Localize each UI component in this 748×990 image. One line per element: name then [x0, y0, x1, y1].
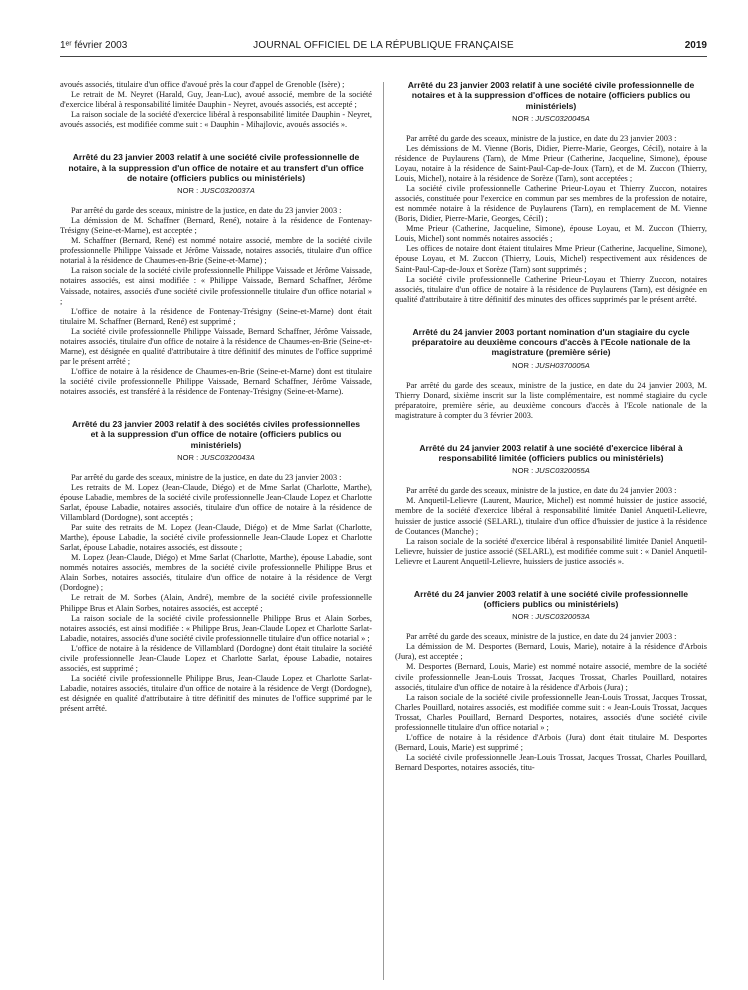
article-paragraph: M. Lopez (Jean-Claude, Diégo) et Mme Sarlat (Charlotte, Marthe), épouse Labadie, sont nommés notaires associés, membres de la société civile professionnelle Philippe Brus et Alain Sorbes, notaires associés, titulaire d'un office de notaire à la résidence de Vergt (Dordogne) ; [60, 553, 372, 593]
text-columns [60, 80, 707, 980]
nor-reference [395, 114, 707, 124]
article-title: Arrêté du 24 janvier 2003 relatif à une société d'exercice libéral à responsabilité limitée (officiers publics ou ministériels) [419, 442, 683, 464]
nor-reference [395, 466, 707, 476]
article-title: Arrêté du 23 janvier 2003 relatif à une société civile professionnelle de notaires et à la suppression d'offices de notaire (officiers publics ou ministériels) [407, 80, 695, 111]
article-paragraph: Les retraits de M. Lopez (Jean-Claude, Diégo) et de Mme Sarlat (Charlotte, Marthe), épouse Labadie, membres de la société civile professionnelle Jean-Claude Lopez et Charlotte Sarlat, épouse Labadie, notaires associés, titulaire d'un office de notaire à la résidence de Villamblard (Dordogne), sont acceptés ; [60, 482, 372, 523]
article-title: Arrêté du 24 janvier 2003 portant nomination d'un stagiaire du cycle préparatoire au deuxième concours d'accès à l'Ecole nationale de la magistrature (première série) [411, 326, 691, 358]
nor-label: NOR : [512, 113, 534, 123]
column-divider [383, 82, 384, 980]
header-date: 1ᵉʳ février 2003 [60, 40, 128, 51]
nor-reference [60, 453, 372, 463]
article-paragraph: La raison sociale de la société civile professionnelle Philippe Brus et Alain Sorbes, notaires associés, est ainsi modifiée : « Philippe Brus, Jean-Claude Lopez et Charlotte Sarlat-Labadie, notaires, associés d'une société civile professionnelle titulaire d'un office notarial » ; [60, 613, 372, 643]
article-paragraph: La raison sociale de la société civile professionnelle Philippe Vaissade et Jérôme Vaissade, notaires associés, est ainsi modifiée : « Philippe Vaissade, Bernard Schaffner, Jérôme Vaissade, notaires, associés d'une société civile professionnelle titulaire d'un office notarial » ; [60, 266, 372, 306]
article-lopez-sarlat [60, 419, 372, 714]
nor-label: NOR : [512, 612, 534, 622]
article-paragraph: Les démissions de M. Vienne (Boris, Didier, Pierre-Marie, Georges, Cécil), notaire à la résidence de Puylaurens (Tarn), de Mme Prieur (Catherine, Jacqueline, Simone), épouse Loyau, notaire à la résidence de Saint-Paul-Cap-de-Joux (Tarn), et de M. Zuccon (Thierry, Louis, Michel), notaire à la résidence de Sorèze (Tarn), sont acceptées ; [395, 143, 707, 184]
article-paragraph: L'office de notaire à la résidence de Fontenay-Trésigny (Seine-et-Marne) dont était titulaire M. Schaffner (Bernard, René) est supprimé ; [60, 306, 372, 326]
page-header [60, 40, 707, 57]
article-paragraph: M. Schaffner (Bernard, René) est nommé notaire associé, membre de la société civile professionnelle Philippe Vaissade et Jérôme Vaissade, notaires associés, titulaire d'un office notarial à la résidence de Chaumes-en-Brie (Seine-et-Marne) ; [60, 236, 372, 266]
article-paragraph: La démission de M. Schaffner (Bernard, René), notaire à la résidence de Fontenay-Trésigny (Seine-et-Marne), est acceptée ; [60, 216, 372, 236]
article-paragraph: La société civile professionnelle Jean-Louis Trossat, Jacques Trossat, Charles Pouillard, Bernard Desportes, notaires associés, titu- [395, 752, 707, 772]
header-page-number: 2019 [684, 40, 707, 51]
nor-code: JUSC0320055A [535, 466, 590, 476]
intro-paragraph: La raison sociale de la société d'exercice libéral à responsabilité limitée Dauphin - Neyret, avoués associés, est modifiée comme suit : « Dauphin - Mihajlovic, avoués associés ». [60, 110, 372, 130]
nor-reference [60, 186, 372, 196]
article-paragraph: Mme Prieur (Catherine, Jacqueline, Simone), épouse Loyau, et M. Zuccon (Thierry, Louis, Michel) sont nommés notaires associés ; [395, 224, 707, 244]
article-title: Arrêté du 23 janvier 2003 relatif à des sociétés civiles professionnelles et à la suppression d'un office de notaire (officiers publics ou ministériels) [71, 419, 361, 450]
article-paragraph: Par arrêté du garde des sceaux, ministre de la justice, en date du 24 janvier 2003 : [406, 632, 677, 642]
header-journal-title: JOURNAL OFFICIEL DE LA RÉPUBLIQUE FRANÇAISE [253, 40, 514, 51]
article-paragraph: Par arrêté du garde des sceaux, ministre de la justice, en date du 24 janvier 2003 : [406, 486, 677, 496]
article-paragraph: Par arrêté du garde des sceaux, ministre de la justice, en date du 23 janvier 2003 : [406, 133, 677, 143]
article-paragraph: Par arrêté du garde des sceaux, ministre de la justice, en date du 23 janvier 2003 : [71, 472, 342, 482]
article-paragraph: L'office de notaire à la résidence de Villamblard (Dordogne) dont était titulaire la société civile professionnelle Jean-Claude Lopez et Charlotte Sarlat, épouse Labadie, notaires associés, est supprimé ; [60, 643, 372, 673]
nor-code: JUSC0320043A [200, 452, 255, 462]
nor-code: JUSC0320045A [535, 113, 590, 123]
article-paragraph: L'office de notaire à la résidence d'Arbois (Jura) dont était titulaire M. Desportes (Bernard, Louis, Marie) est supprimé ; [395, 732, 707, 752]
nor-code: JUSH0370005A [535, 360, 590, 370]
article-vienne-prieur-zuccon [395, 80, 707, 305]
nor-reference [395, 612, 707, 622]
article-paragraph: La société civile professionnelle Catherine Prieur-Loyau et Thierry Zuccon, notaires associés, constituée pour l'exercice en commun par ses membres de la profession de notaire, est nommée notaire à la résidence de Puylaurens (Tarn), en remplacement de M. Vienne (Boris, Didier, Pierre-Marie, Georges, Cécil) ; [395, 184, 707, 224]
article-paragraph: Par arrêté du garde des sceaux, ministre de la justice, en date du 24 janvier 2003, M. Thierry Donard, sixième inscrit sur la liste complémentaire, est nommé stagiaire du cycle préparatoire, première série, au deuxième concours d'accès à l'Ecole nationale de la magistrature à compter du 3 février 2003. [395, 380, 707, 420]
article-paragraph: La démission de M. Desportes (Bernard, Louis, Marie), notaire à la résidence d'Arbois (Jura), est acceptée ; [395, 642, 707, 662]
article-schaffner [60, 152, 372, 397]
nor-label: NOR : [512, 360, 534, 370]
article-paragraph: M. Desportes (Bernard, Louis, Marie) est nommé notaire associé, membre de la société civile professionnelle Jean-Louis Trossat, Jacques Trossat, Charles Pouillard, notaires associés, titulaire d'un office de notaire à la résidence d'Arbois (Jura) ; [395, 662, 707, 692]
nor-label: NOR : [177, 186, 199, 196]
article-paragraph: La raison sociale de la société civile professionnelle Jean-Louis Trossat, Jacques Trossat, Charles Pouillard, notaires associés, est modifiée comme suit : « Jean-Louis Trossat, Jacques Trossat, Charles Pouillard, Bernard Desportes, notaires, associés d'une société civile professionnelle titulaire d'un office notarial » ; [395, 692, 707, 732]
article-paragraph: Le retrait de M. Sorbes (Alain, André), membre de la société civile professionnelle Philippe Brus et Alain Sorbes, notaires associés, est accepté ; [60, 593, 372, 613]
intro-paragraph: Le retrait de M. Neyret (Harald, Guy, Jean-Luc), avoué associé, membre de la société d'exercice libéral à responsabilité limitée Dauphin - Neyret, avoués associés, est accepté ; [60, 90, 372, 110]
nor-label: NOR : [177, 452, 199, 462]
article-paragraph: La société civile professionnelle Philippe Vaissade, Bernard Schaffner, Jérôme Vaissade, notaires associés, titulaire d'un office de notaire à la résidence de Chaumes-en-Brie (Seine-et-Marne), est désignée en qualité d'attributaire à titre définitif des minutes de l'office supprimé par le présent arrêté ; [60, 326, 372, 366]
article-title: Arrêté du 23 janvier 2003 relatif à une société civile professionnelle de notaire, à la suppression d'un office de notaire et au transfert d'un office de notaire (officiers publics ou ministériels) [68, 152, 364, 183]
article-paragraph: La société civile professionnelle Philippe Brus, Jean-Claude Lopez et Charlotte Sarlat-Labadie, notaires associés, titulaire d'un office de notaire à la résidence de Vergt (Dordogne), est désignée en qualité d'attributaire à titre définitif des minutes de l'office supprimé par le présent arrêté. [60, 673, 372, 713]
nor-reference [395, 361, 707, 371]
article-desportes [395, 589, 707, 773]
article-paragraph: Par suite des retraits de M. Lopez (Jean-Claude, Diégo) et de Mme Sarlat (Charlotte, Marthe), épouse Labadie, la société civile professionnelle Jean-Claude Lopez et Charlotte Sarlat, épouse Labadie, notaires associés, est dissoute ; [60, 523, 372, 553]
article-paragraph: Par arrêté du garde des sceaux, ministre de la justice, en date du 23 janvier 2003 : [71, 206, 342, 216]
nor-code: JUSC0320037A [200, 186, 255, 196]
article-paragraph: Les offices de notaire dont étaient titulaires Mme Prieur (Catherine, Jacqueline, Simone), épouse Loyau, et M. Zuccon (Thierry, Louis, Michel) respectivement aux résidences de Saint-Paul-Cap-de-Joux et Sorèze (Tarn) sont supprimés ; [395, 244, 707, 274]
article-title: Arrêté du 24 janvier 2003 relatif à une société civile professionnelle (officiers publics ou ministériels) [413, 588, 689, 610]
article-donard [395, 327, 707, 421]
article-anquetil-lelievre [395, 443, 707, 567]
nor-code: JUSC0320053A [535, 612, 590, 622]
right-column [395, 80, 707, 980]
left-column [60, 80, 372, 980]
intro-paragraph: avoués associés, titulaire d'un office d'avoué près la cour d'appel de Grenoble (Isère) ; [60, 80, 345, 89]
nor-label: NOR : [512, 466, 534, 476]
article-paragraph: M. Anquetil-Lelievre (Laurent, Maurice, Michel) est nommé huissier de justice associé, membre de la société d'exercice libéral à responsabilité limitée Daniel Anquetil-Lelievre, huissier de justice associé (SELARL), titulaire d'un office d'huissier de justice à la résidence de Coutances (Manche) ; [395, 496, 707, 536]
article-paragraph: La raison sociale de la société d'exercice libéral à responsabilité limitée Daniel Anquetil-Lelievre, huissier de justice associé (SELARL), est modifiée comme suit : « Daniel Anquetil-Lelievre et Laurent Anquetil-Lelievre, huissiers de justice associés ». [395, 536, 707, 566]
article-paragraph: La société civile professionnelle Catherine Prieur-Loyau et Thierry Zuccon, notaires associés, titulaire d'un office de notaire à la résidence de Puylaurens (Tarn), est désignée en qualité d'attributaire à titre définitif des minutes des offices supprimés par le présent arrêté. [395, 274, 707, 304]
article-paragraph: L'office de notaire à la résidence de Chaumes-en-Brie (Seine-et-Marne) dont est titulaire la société civile professionnelle Philippe Vaissade, Bernard Schaffner, Jérôme Vaissade, notaires associés, est transféré à la résidence de Fontenay-Trésigny (Seine-et-Marne). [60, 366, 372, 396]
